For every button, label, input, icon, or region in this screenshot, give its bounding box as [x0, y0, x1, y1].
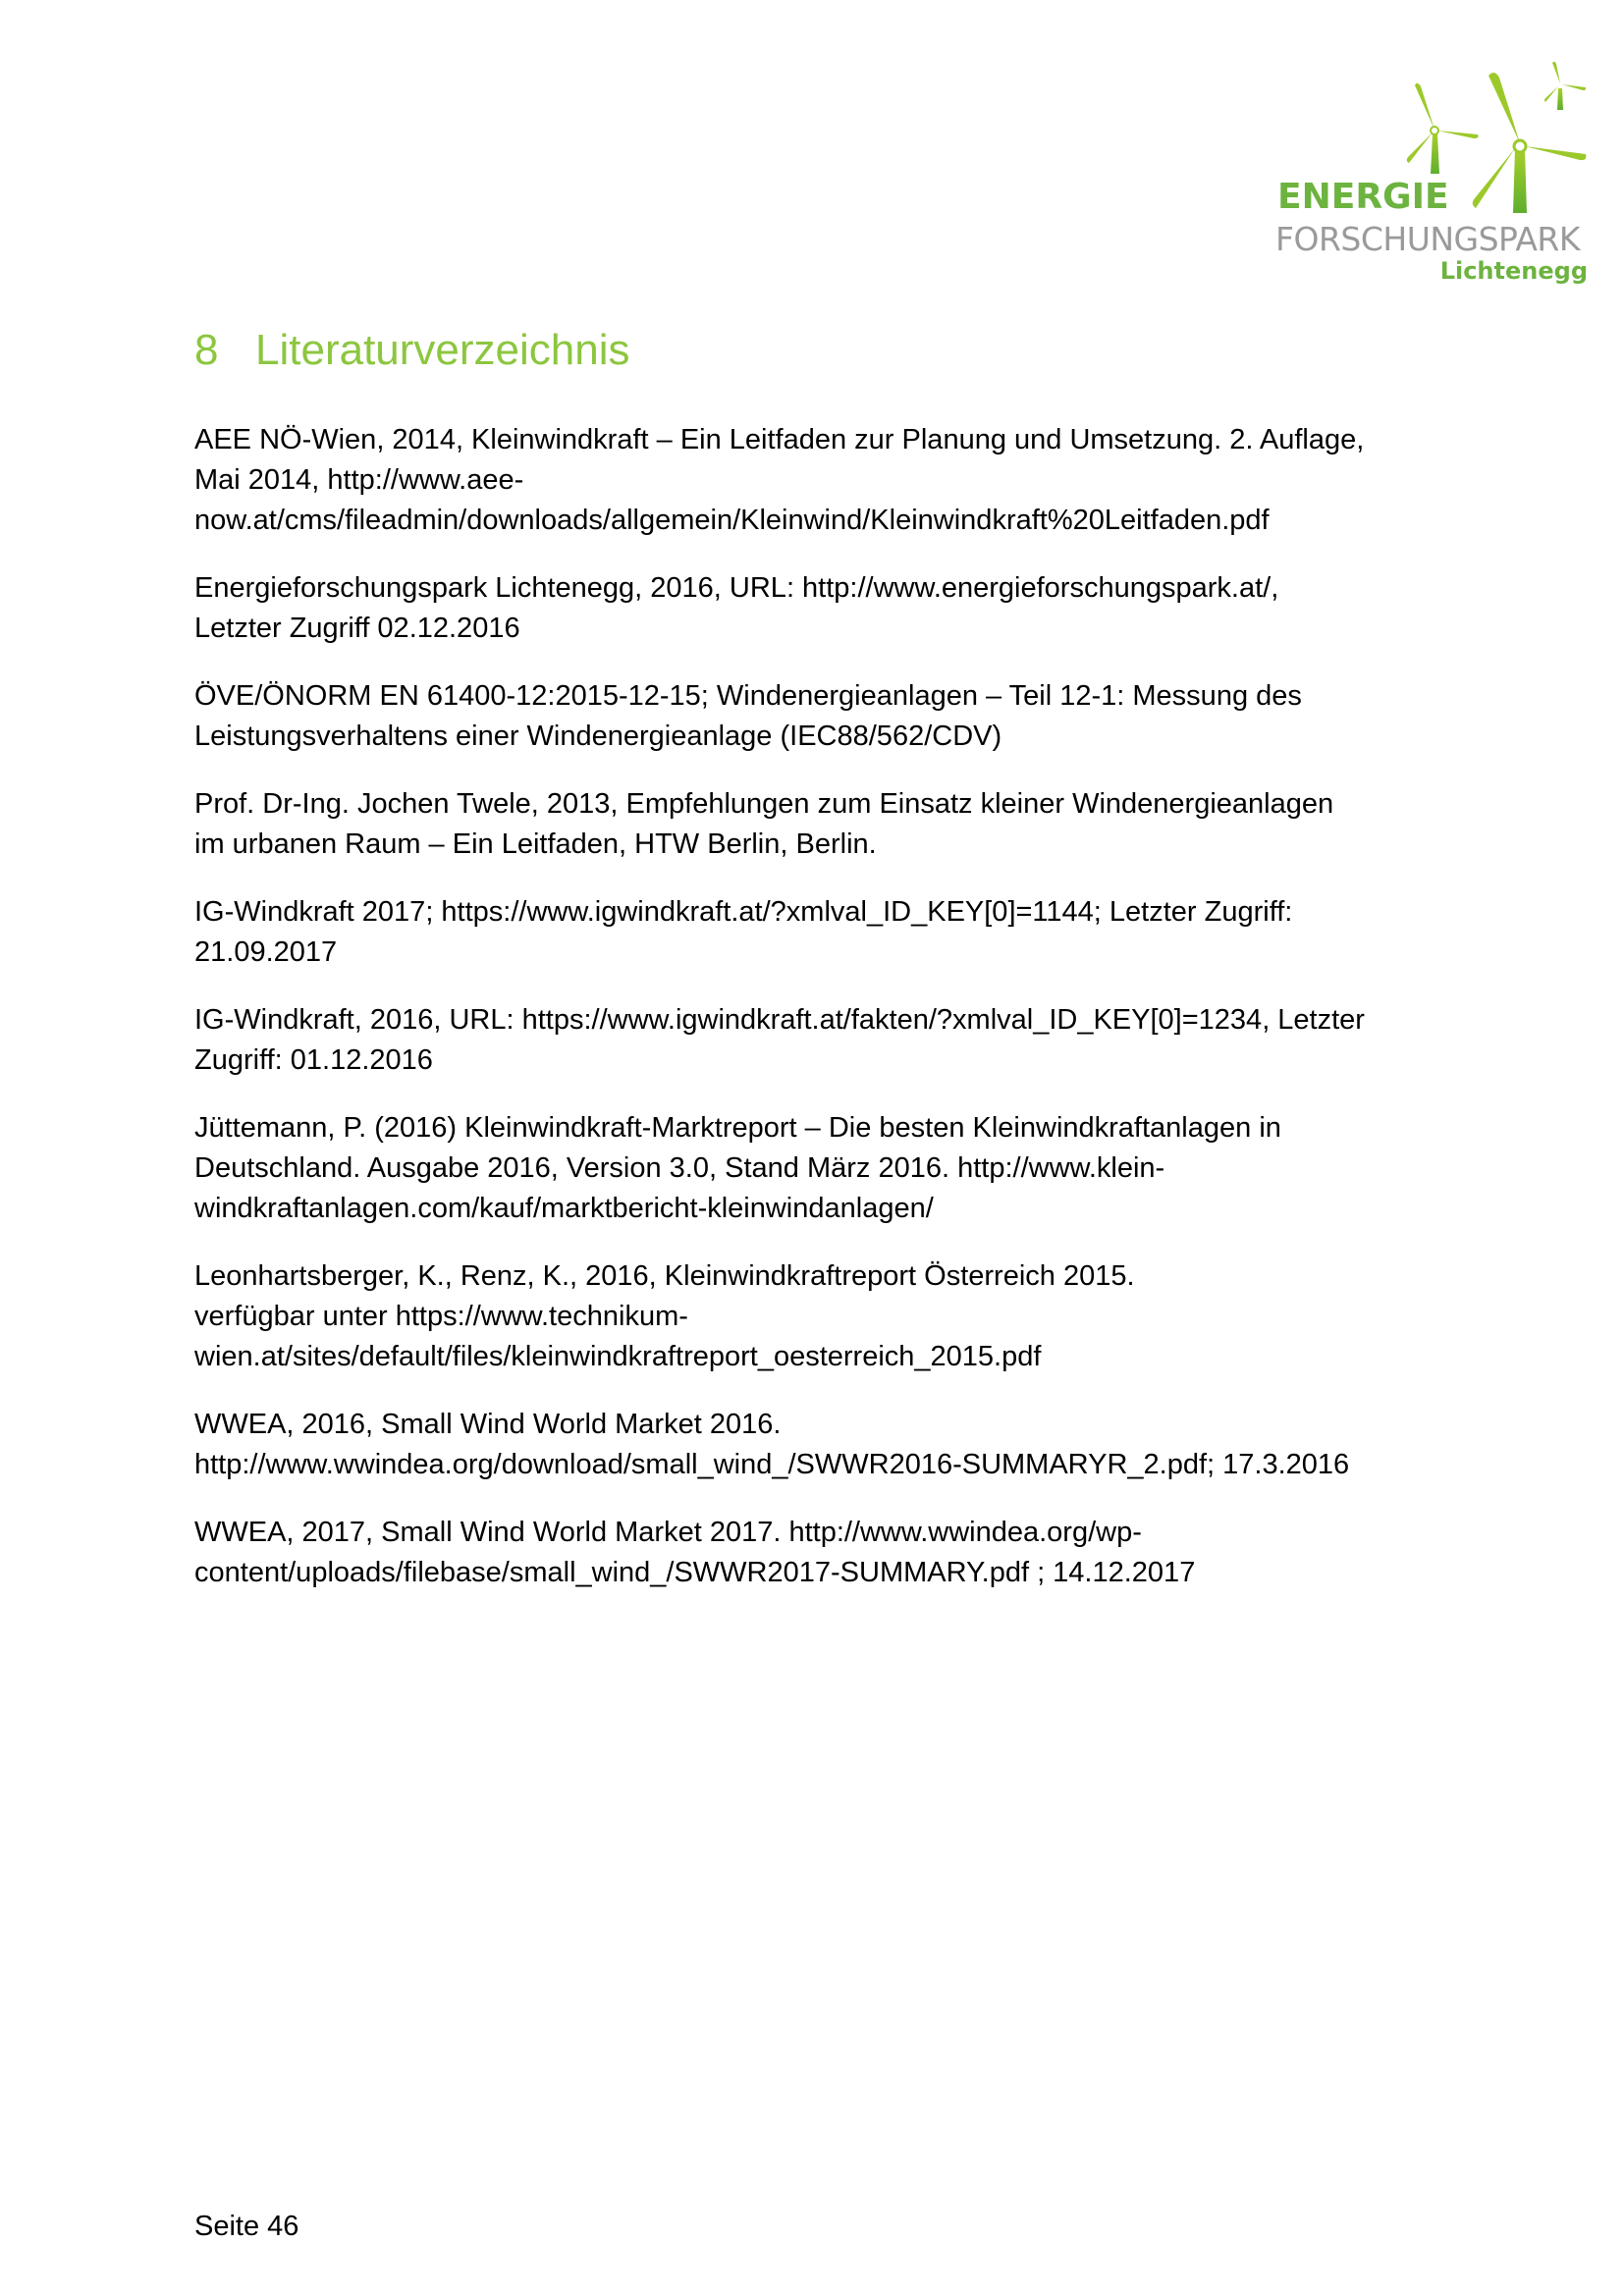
reference-line: Energieforschungspark Lichtenegg, 2016, URL: http://www.energieforschungspark.at/,	[194, 572, 1279, 604]
reference-line: Letzter Zugriff 02.12.2016	[194, 613, 520, 644]
reference-line: IG-Windkraft, 2016, URL: https://www.igwindkraft.at/fakten/?xmlval_ID_KEY[0]=1234, Letzter	[194, 1004, 1365, 1036]
reference-line: AEE NÖ-Wien, 2014, Kleinwindkraft – Ein Leitfaden zur Planung und Umsetzung. 2. Auflage,	[194, 424, 1365, 455]
logo-text-forschungspark: FORSCHUNGSPARK	[1275, 220, 1580, 258]
logo-energieforschungspark	[1270, 41, 1597, 289]
reference-line: Jüttemann, P. (2016) Kleinwindkraft-Marktreport – Die besten Kleinwindkraftanlagen in	[194, 1112, 1281, 1144]
reference-line: im urbanen Raum – Ein Leitfaden, HTW Berlin, Berlin.	[194, 828, 877, 860]
reference-line: Leonhartsberger, K., Renz, K., 2016, Kleinwindkraftreport Österreich 2015.	[194, 1260, 1135, 1292]
reference-entry	[194, 1000, 1471, 1081]
reference-entry	[194, 784, 1471, 865]
reference-line: http://www.wwindea.org/download/small_wind_/SWWR2016-SUMMARYR_2.pdf; 17.3.2016	[194, 1449, 1350, 1480]
logo-text-energie: ENERGIE	[1277, 177, 1449, 217]
reference-entry	[194, 1513, 1471, 1593]
reference-line: now.at/cms/fileadmin/downloads/allgemein/Kleinwind/Kleinwindkraft%20Leitfaden.pdf	[194, 505, 1270, 536]
reference-entry	[194, 892, 1471, 973]
reference-line: content/uploads/filebase/small_wind_/SWWR2017-SUMMARY.pdf ; 14.12.2017	[194, 1557, 1196, 1588]
reference-line: 21.09.2017	[194, 936, 338, 968]
reference-line: WWEA, 2016, Small Wind World Market 2016.	[194, 1409, 782, 1440]
reference-line: Mai 2014, http://www.aee-	[194, 464, 524, 496]
section-number: 8	[194, 326, 219, 374]
reference-entry	[194, 420, 1471, 541]
reference-entry	[194, 1256, 1471, 1377]
reference-line: Prof. Dr-Ing. Jochen Twele, 2013, Empfehlungen zum Einsatz kleiner Windenergieanlagen	[194, 788, 1334, 820]
reference-line: WWEA, 2017, Small Wind World Market 2017. http://www.wwindea.org/wp-	[194, 1517, 1142, 1548]
reference-line: Zugriff: 01.12.2016	[194, 1044, 433, 1076]
reference-line: Deutschland. Ausgabe 2016, Version 3.0, Stand März 2016. http://www.klein-	[194, 1152, 1165, 1184]
reference-line: Leistungsverhaltens einer Windenergieanlage (IEC88/562/CDV)	[194, 721, 1002, 752]
logo-text-lichtenegg: Lichtenegg	[1439, 257, 1588, 285]
reference-line: verfügbar unter https://www.technikum-	[194, 1301, 688, 1332]
reference-entry	[194, 676, 1471, 757]
section-title: Literaturverzeichnis	[255, 326, 630, 374]
reference-line: wien.at/sites/default/files/kleinwindkraftreport_oesterreich_2015.pdf	[194, 1341, 1042, 1372]
reference-line: ÖVE/ÖNORM EN 61400-12:2015-12-15; Windenergieanlagen – Teil 12-1: Messung des	[194, 680, 1302, 712]
reference-entry	[194, 1405, 1471, 1485]
reference-line: windkraftanlagen.com/kauf/marktbericht-kleinwindanlagen/	[194, 1193, 934, 1224]
reference-line: IG-Windkraft 2017; https://www.igwindkraft.at/?xmlval_ID_KEY[0]=1144; Letzter Zugriff:	[194, 896, 1293, 928]
reference-list	[194, 420, 1471, 1621]
section-heading	[194, 326, 630, 375]
reference-entry	[194, 568, 1471, 649]
reference-entry	[194, 1108, 1471, 1229]
page-number: Seite 46	[194, 2211, 299, 2242]
